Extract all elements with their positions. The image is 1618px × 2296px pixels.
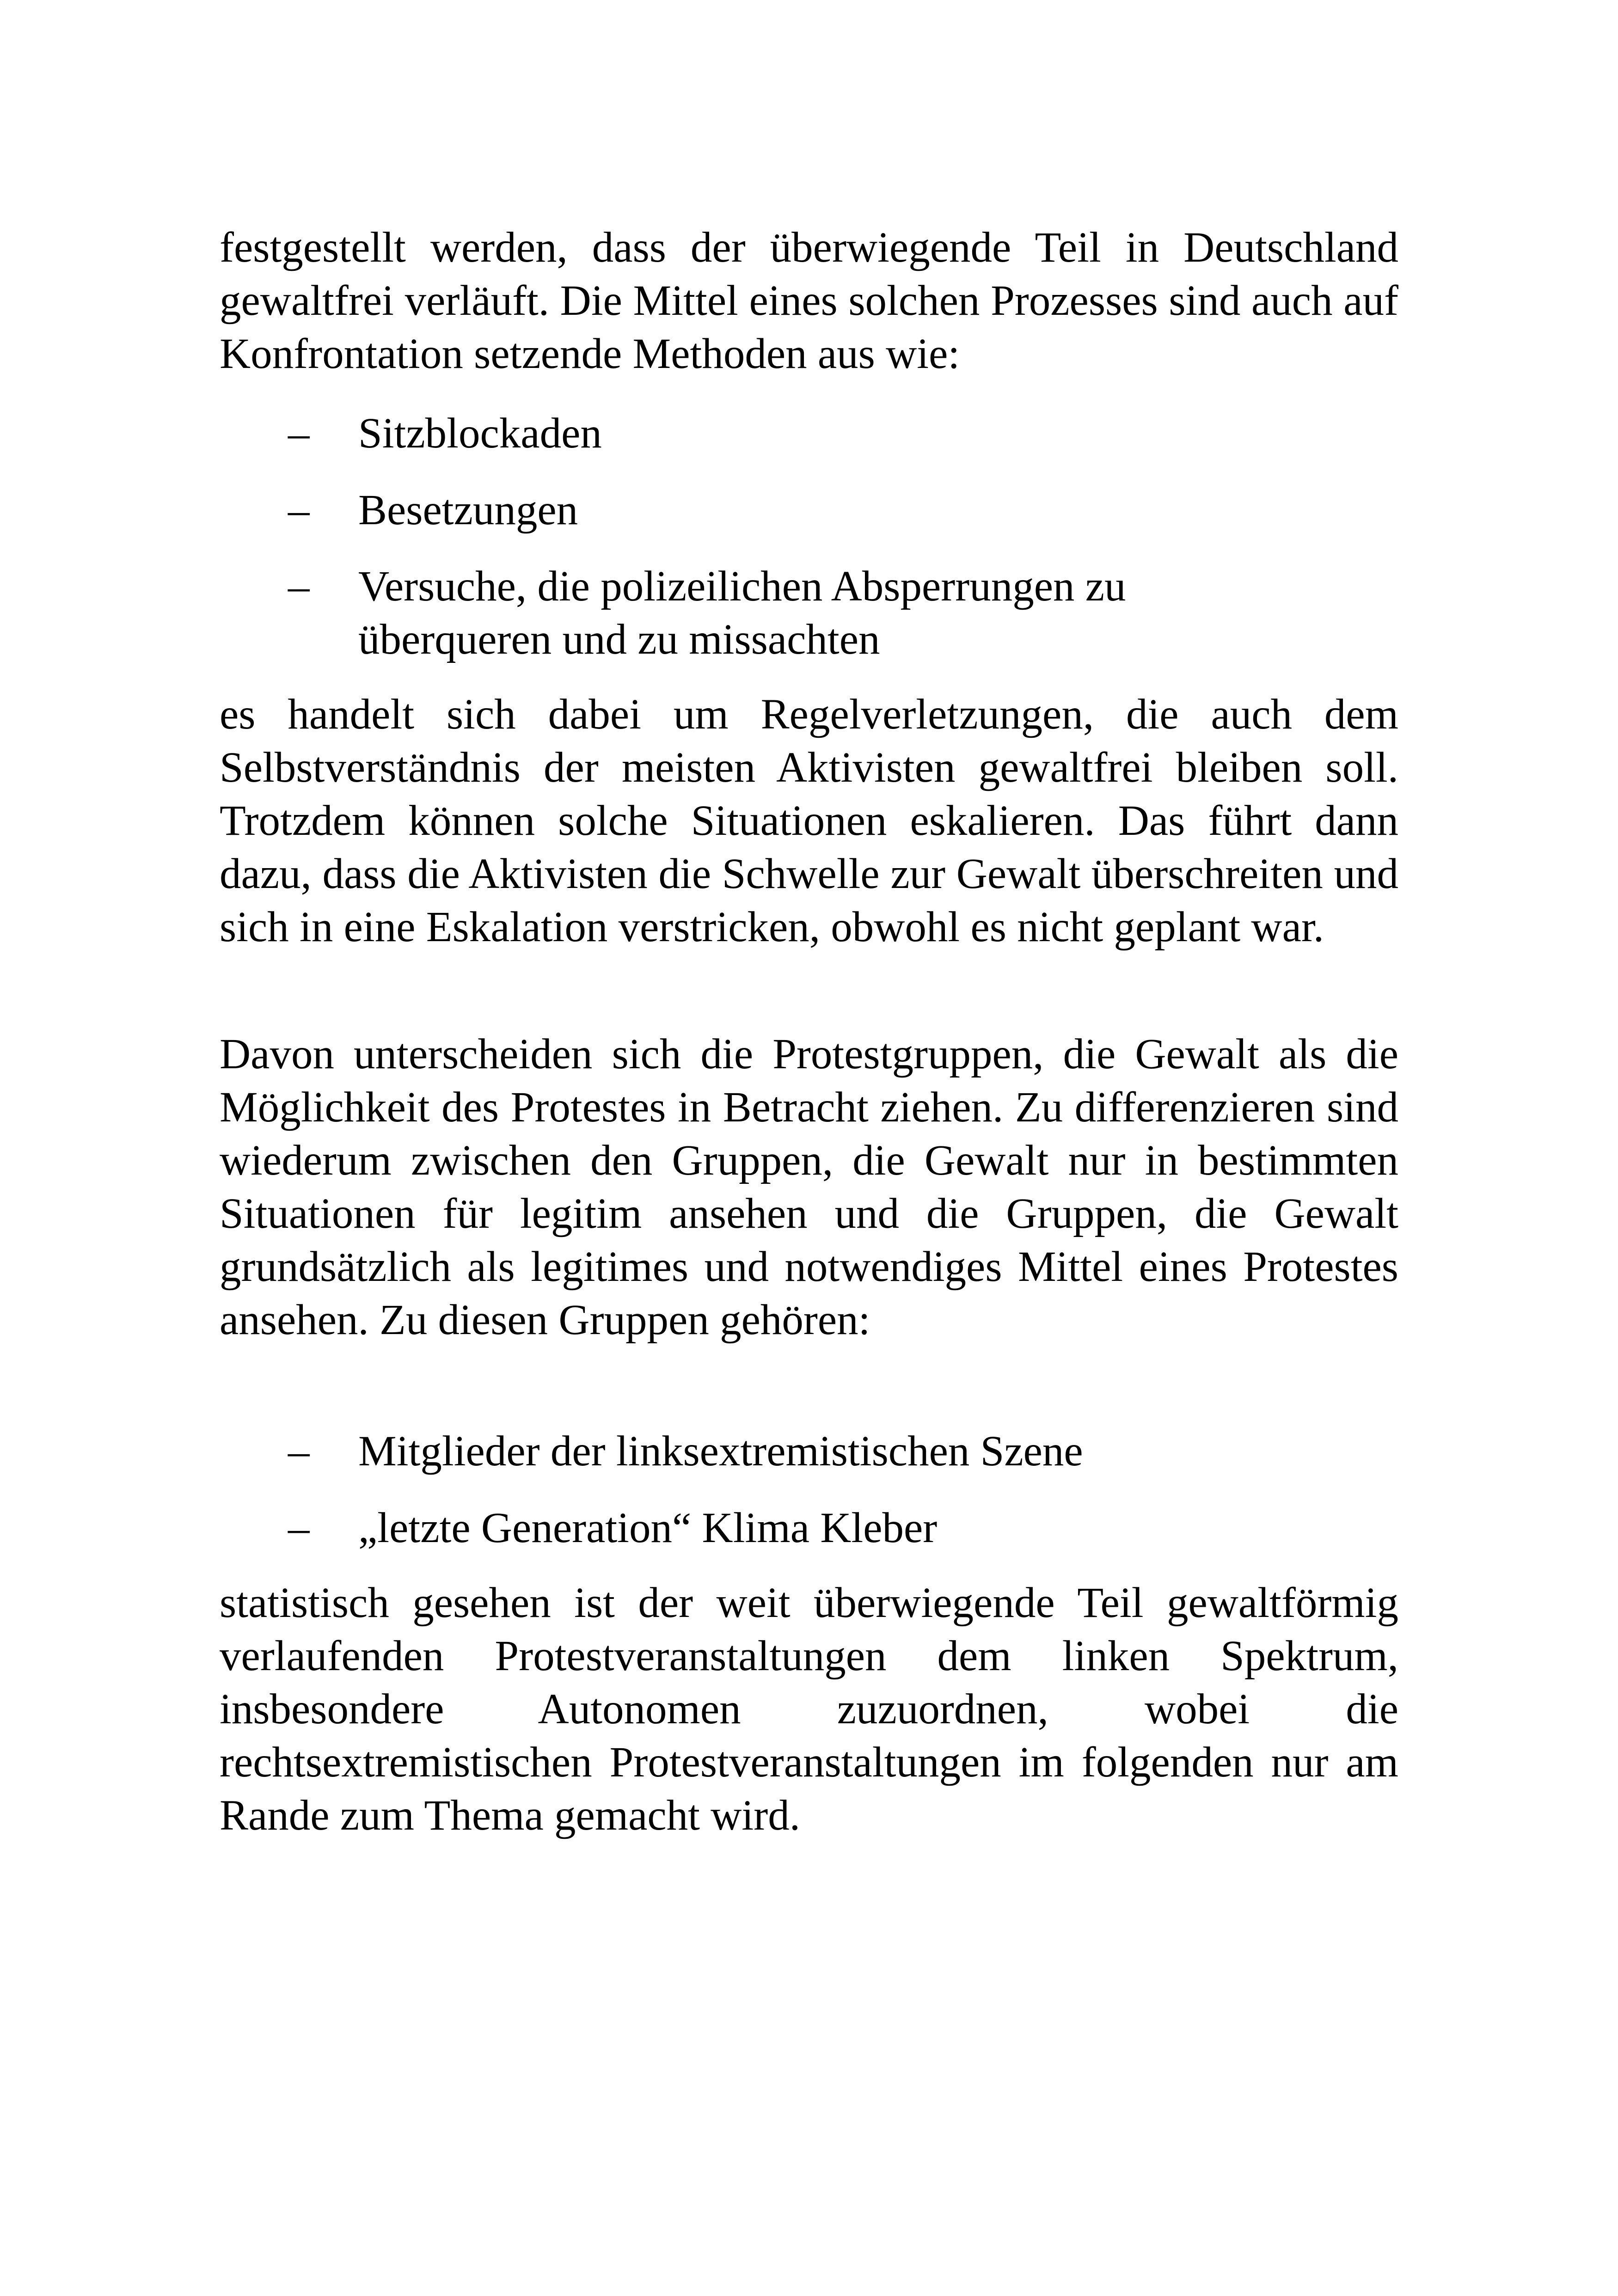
list-item-text: Besetzungen — [358, 486, 578, 534]
paragraph-protest-groups: Davon unterscheiden sich die Protestgruppen, die Gewalt als die Möglichkeit des Protestes in Betracht ziehen. Zu differenzieren sind wiederum zwischen den Gruppen, die Gewalt nur in bestimmten Situationen für legitim ansehen und die Gruppen, die Gewalt grundsätzlich als legitimes und notwendiges Mittel eines Protestes ansehen. Zu diesen Gruppen gehören: — [220, 1030, 1398, 1344]
paragraph-escalation: es handelt sich dabei um Regelverletzungen, die auch dem Selbstverständnis der meisten Aktivisten gewaltfrei bleiben soll. Trotzdem können solche Situationen eskalieren. Das führt dann dazu, dass die Aktivisten die Schwelle zur Gewalt überschreiten und sich in eine Eskalation verstricken, obwohl es nicht geplant war. — [220, 691, 1398, 951]
list-item-text: Sitzblockaden — [358, 410, 602, 457]
bullet-dash: – — [288, 1427, 310, 1475]
paragraph-intro: festgestellt werden, dass der überwiegende Teil in Deutschland gewaltfrei verläuft. Die Mittel eines solchen Prozesses sind auch auf Konfrontation setzende Methoden aus wie: — [220, 224, 1398, 378]
list-item-text: Versuche, die polizeilichen Absperrungen zu — [358, 563, 1126, 610]
bullet-dash: – — [288, 486, 310, 534]
bullet-dash: – — [288, 1504, 310, 1552]
list-item-text: „letzte Generation“ Klima Kleber — [358, 1504, 938, 1552]
bullet-dash: – — [288, 410, 310, 457]
paragraph-statistics: statistisch gesehen ist der weit überwiegende Teil gewaltförmig verlaufenden Protestveranstaltungen dem linken Spektrum, insbesondere Autonomen zuzuordnen, wobei die rechtsextremistischen Protestveranstaltungen im folgenden nur am Rande zum Thema gemacht wird. — [220, 1579, 1398, 1839]
bullet-dash: – — [288, 563, 310, 610]
list-item-text: Mitglieder der linksextremistischen Szene — [358, 1427, 1083, 1475]
list-item-text-continued: überqueren und zu missachten — [358, 616, 880, 663]
